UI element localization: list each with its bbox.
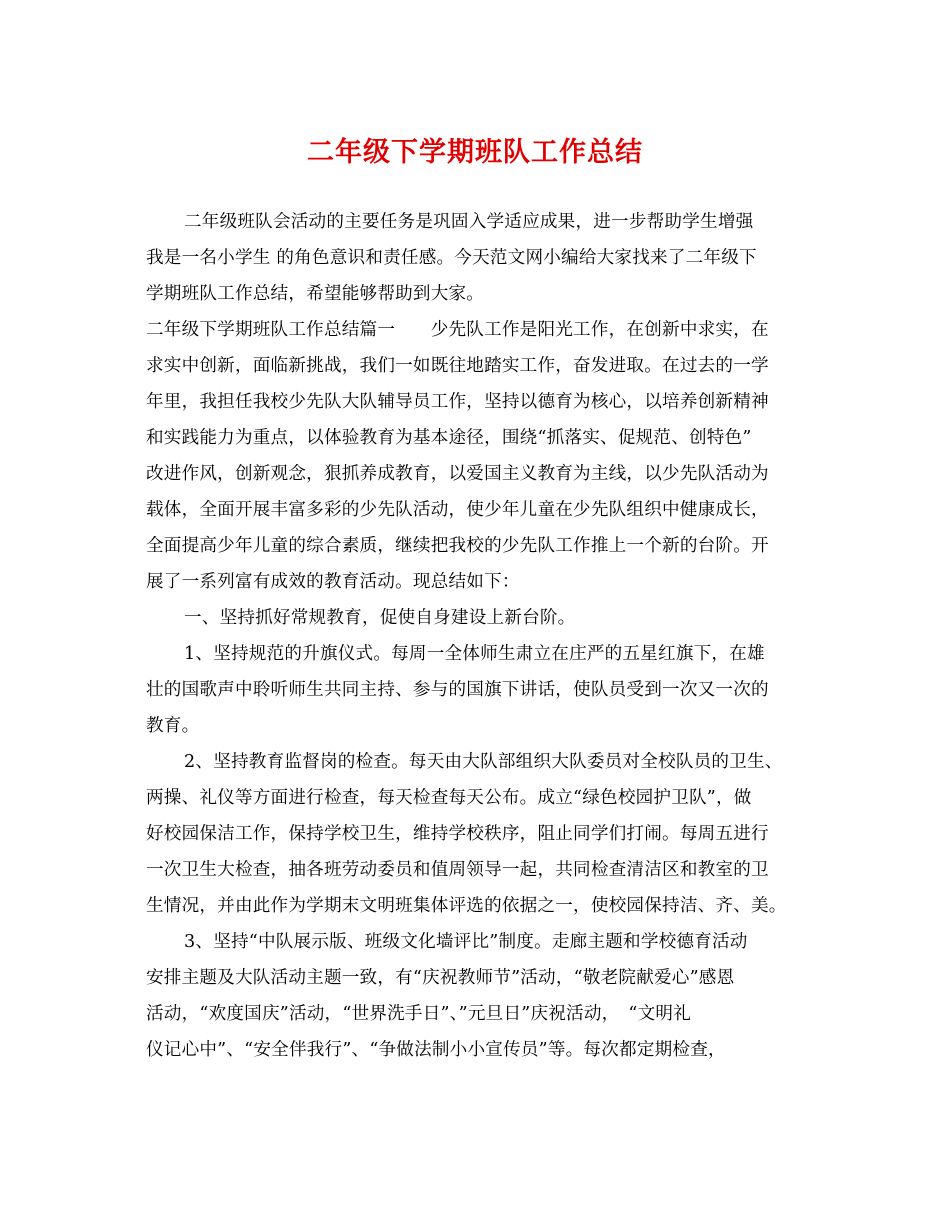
paragraph-line: 我是一名小学生 的角色意识和责任感。今天范文网小编给大家找来了二年级下 <box>146 248 757 268</box>
paragraph-line: 活动，“欢度国庆”活动，“世界洗手日”、”元旦日”庆祝活动， “文明礼 <box>146 1004 691 1024</box>
paragraph-line: 两操、礼仪等方面进行检查，每天检查每天公布。成立“绿色校园护卫队”，做 <box>146 788 752 808</box>
paragraph-line: 展了一系列富有成效的教育活动。现总结如下： <box>146 572 520 592</box>
paragraph-line: 好校园保洁工作，保持学校卫生，维持学校秩序，阻止同学们打闹。每周五进行 <box>146 824 769 844</box>
paragraph-line: 和实践能力为重点，以体验教育为基本途径，围绕“抓落实、促规范、创特色” <box>146 428 752 448</box>
paragraph-line: 二年级下学期班队工作总结篇一 少先队工作是阳光工作，在创新中求实，在 <box>146 320 769 340</box>
document-title: 二年级下学期班队工作总结 <box>307 137 643 168</box>
paragraph-line: 仪记心中”、“安全伴我行”、“争做法制小小宣传员”等。每次都定期检查， <box>146 1040 726 1060</box>
paragraph-line: 生情况，并由此作为学期末文明班集体评选的依据之一，使校园保持洁、齐、美。 <box>146 896 787 916</box>
paragraph-line: 壮的国歌声中聆听师生共同主持、参与的国旗下讲话，使队员受到一次又一次的 <box>146 680 769 700</box>
paragraph-line: 2、坚持教育监督岗的检查。每天由大队部组织大队委员对全校队员的卫生、 <box>184 752 783 772</box>
paragraph-line: 3、坚持“中队展示版、班级文化墙评比”制度。走廊主题和学校德育活动 <box>184 932 748 952</box>
paragraph-line: 一次卫生大检查，抽各班劳动委员和值周领导一起，共同检查清洁区和教室的卫 <box>146 860 769 880</box>
paragraph-line: 学期班队工作总结，希望能够帮助到大家。 <box>146 284 485 304</box>
paragraph-line: 年里，我担任我校少先队大队辅导员工作，坚持以德育为核心，以培养创新精神 <box>146 392 769 412</box>
paragraph-line: 1、坚持规范的升旗仪式。每周一全体师生肃立在庄严的五星红旗下，在雄 <box>184 644 765 664</box>
paragraph-line: 载体，全面开展丰富多彩的少先队活动，使少年儿童在少先队组织中健康成长， <box>146 500 769 520</box>
paragraph-line: 改进作风，创新观念，狠抓养成教育，以爱国主义教育为主线，以少先队活动为 <box>146 464 769 484</box>
paragraph-line: 安排主题及大队活动主题一致，有“庆祝教师节”活动，“敬老院献爱心”感恩 <box>146 968 735 988</box>
section-heading: 一、坚持抓好常规教育，促使自身建设上新台阶。 <box>184 608 576 628</box>
paragraph-line: 全面提高少年儿童的综合素质，继续把我校的少先队工作推上一个新的台阶。开 <box>146 536 769 556</box>
paragraph-line: 求实中创新，面临新挑战，我们一如既往地踏实工作，奋发进取。在过去的一学 <box>146 356 769 376</box>
paragraph-line: 二年级班队会活动的主要任务是巩固入学适应成果，进一步帮助学生增强 <box>184 212 754 232</box>
paragraph-line: 教育。 <box>146 716 200 736</box>
